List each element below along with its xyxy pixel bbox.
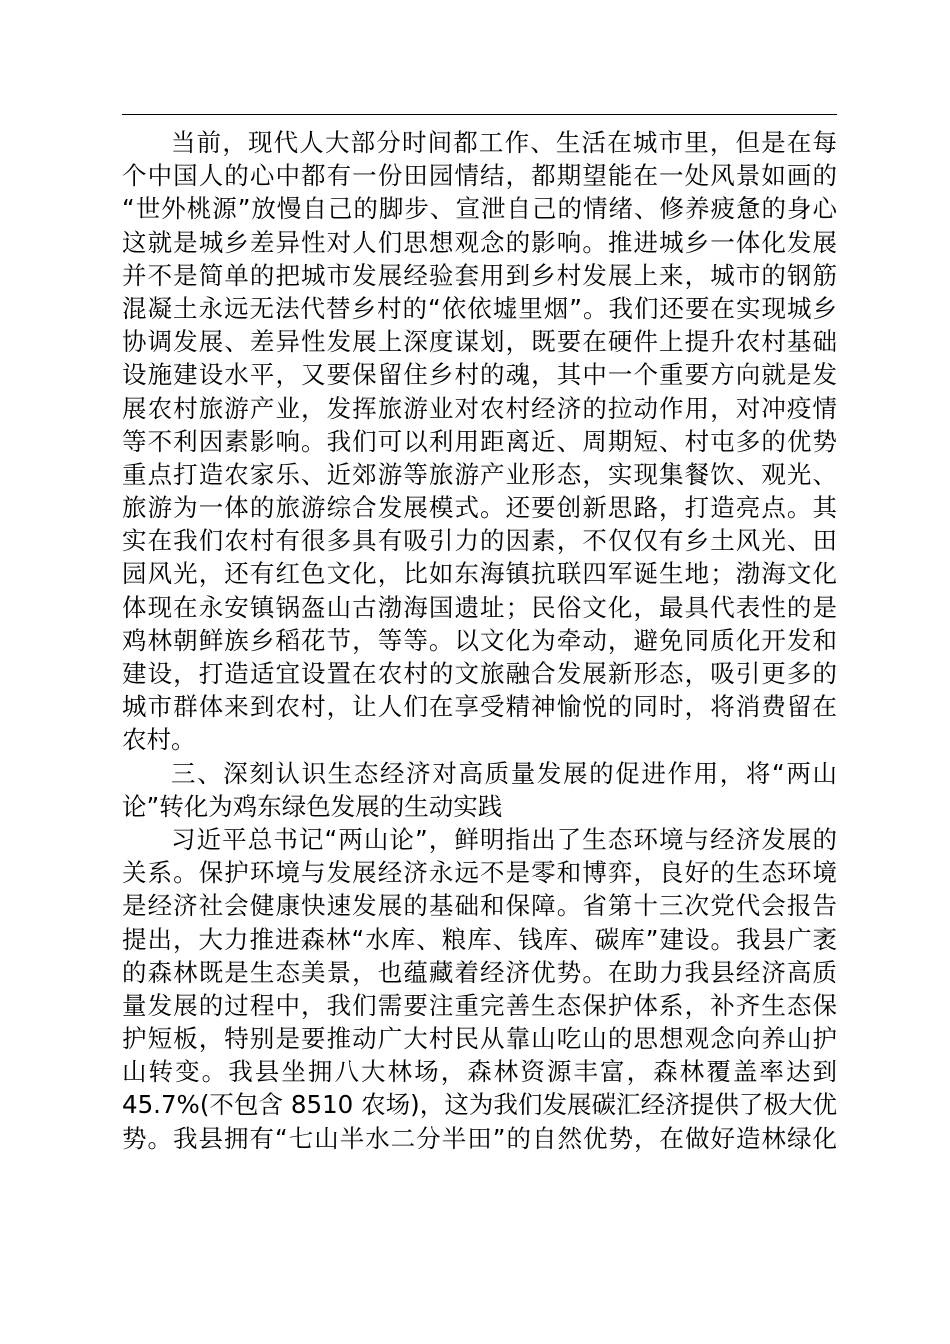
text-line: 关系。保护环境与发展经济永远不是零和博弈，良好的生态环境 — [122, 858, 837, 888]
text-line: 个中国人的心中都有一份田园情结，都期望能在一处风景如画的 — [122, 161, 837, 191]
text-line: 混凝土永远无法代替乡村的“依依墟里烟”。我们还要在实现城乡 — [122, 293, 837, 323]
text-line: 护短板，特别是要推动广大村民从靠山吃山的思想观念向养山护 — [122, 1024, 837, 1054]
text-line: 势。我县拥有“七山半水二分半田”的自然优势，在做好造林绿化 — [122, 1123, 837, 1153]
text-line: 旅游为一体的旅游综合发展模式。还要创新思路，打造亮点。其 — [122, 493, 837, 523]
text-line: 量发展的过程中，我们需要注重完善生态保护体系，补齐生态保 — [122, 990, 837, 1020]
text-line: 设施建设水平，又要保留住乡村的魂，其中一个重要方向就是发 — [122, 360, 837, 390]
paragraph — [122, 757, 837, 823]
text-line: 等不利因素影响。我们可以利用距离近、周期短、村屯多的优势 — [122, 426, 837, 456]
paragraph — [122, 126, 837, 757]
text-line: 提出，大力推进森林“水库、粮库、钱库、碳库”建设。我县广袤 — [122, 924, 837, 954]
text-line: 展农村旅游产业，发挥旅游业对农村经济的拉动作用，对冲疫情 — [122, 393, 837, 423]
text-line: 城市群体来到农村，让人们在享受精神愉悦的同时，将消费留在 — [122, 692, 837, 722]
text-line: 体现在永安镇锅盔山古渤海国遗址；民俗文化，最具代表性的是 — [122, 592, 837, 622]
text-line: 45.7%(不包含 8510 农场)，这为我们发展碳汇经济提供了极大优 — [122, 1090, 837, 1120]
text-line: 实在我们农村有很多具有吸引力的因素，不仅仅有乡土风光、田 — [122, 526, 837, 556]
text-line: 农村。 — [122, 725, 196, 755]
text-line: 的森林既是生态美景，也蕴藏着经济优势。在助力我县经济高质 — [122, 957, 837, 987]
text-line: 习近平总书记“两山论”，鲜明指出了生态环境与经济发展的 — [171, 824, 837, 854]
text-line: “世外桃源”放慢自己的脚步、宣泄自己的情绪、修养疲惫的身心 — [122, 194, 837, 224]
text-line: 三、深刻认识生态经济对高质量发展的促进作用，将“两山 — [171, 758, 837, 788]
text-line: 建设，打造适宜设置在农村的文旅融合发展新形态，吸引更多的 — [122, 659, 837, 688]
text-line: 鸡林朝鲜族乡稻花节，等等。以文化为牵动，避免同质化开发和 — [122, 625, 837, 655]
text-line: 论”转化为鸡东绿色发展的生动实践 — [122, 791, 503, 821]
text-line: 重点打造农家乐、近郊游等旅游产业形态，实现集餐饮、观光、 — [122, 459, 837, 489]
text-line: 这就是城乡差异性对人们思想观念的影响。推进城乡一体化发展 — [122, 227, 837, 257]
document-body — [122, 126, 837, 1155]
paragraph — [122, 823, 837, 1155]
text-line: 当前，现代人大部分时间都工作、生活在城市里，但是在每 — [171, 128, 837, 157]
text-line: 是经济社会健康快速发展的基础和保障。省第十三次党代会报告 — [122, 891, 837, 921]
text-line: 协调发展、差异性发展上深度谋划，既要在硬件上提升农村基础 — [122, 327, 837, 357]
text-line: 山转变。我县坐拥八大林场，森林资源丰富，森林覆盖率达到 — [122, 1057, 837, 1087]
text-line: 并不是简单的把城市发展经验套用到乡村发展上来，城市的钢筋 — [122, 260, 837, 290]
header-rule — [122, 114, 837, 115]
text-line: 园风光，还有红色文化，比如东海镇抗联四军诞生地；渤海文化 — [122, 559, 837, 589]
